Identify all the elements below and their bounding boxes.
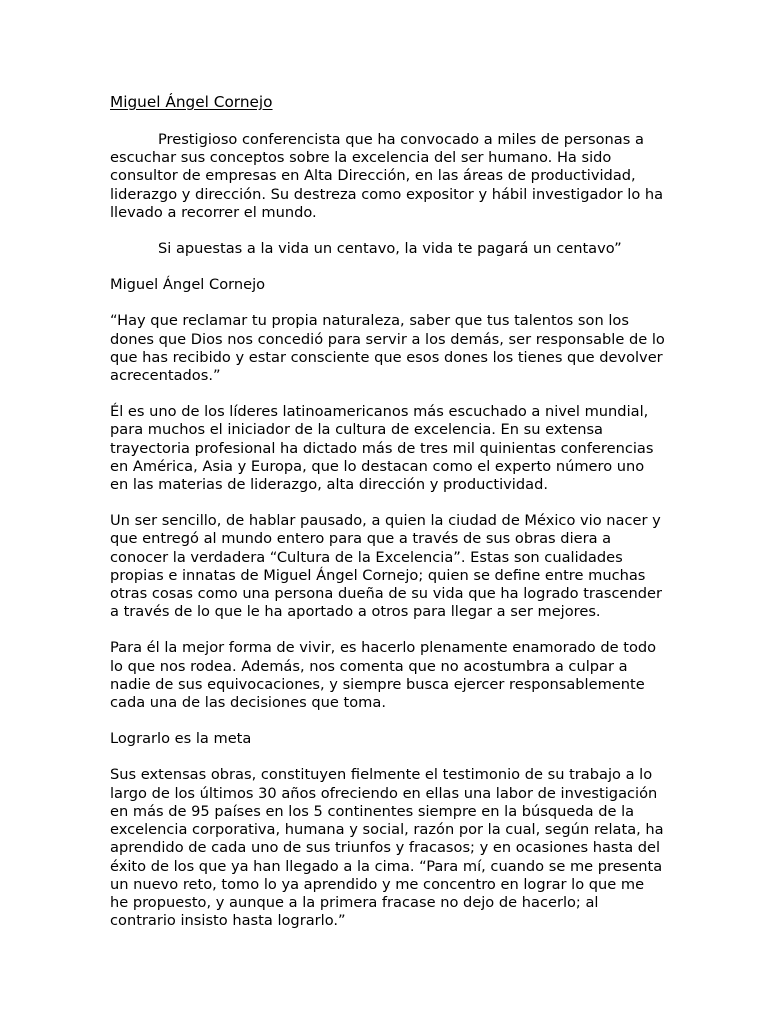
document-title: Miguel Ángel Cornejo bbox=[110, 93, 273, 111]
paragraph-forma-de-vivir: Para él la mejor forma de vivir, es hacerlo plenamente enamorado de todo lo que nos rodea. Además, nos comenta que no acostumbra a culpar a nadie de sus equivocaciones, y siempre busca ejercer responsablemente cada una de las decisiones que toma. bbox=[110, 639, 657, 712]
paragraph-intro: Prestigioso conferencista que ha convocado a miles de personas a escuchar sus conceptos sobre la excelencia del ser humano. Ha sido consultor de empresas en Alta Dirección, en las áreas de productividad, liderazgo y dirección. Su destreza como expositor y hábil investigador lo ha llevado a recorrer el mundo. bbox=[110, 131, 664, 221]
paragraph-quote-naturaleza: “Hay que reclamar tu propia naturaleza, saber que tus talentos son los dones que Dios nos concedió para servir a los demás, ser responsable de lo que has recibido y estar consciente que esos dones los tienes que devolver acrecentados.” bbox=[110, 312, 665, 385]
paragraph-quote-centavo: Si apuestas a la vida un centavo, la vida te pagará un centavo” bbox=[158, 240, 622, 258]
paragraph-ser-sencillo: Un ser sencillo, de hablar pausado, a quien la ciudad de México vio nacer y que entregó al mundo entero para que a través de sus obras diera a conocer la verdadera “Cultura de la Excelencia”. Estas son cualidades propias e innatas de Miguel Ángel Cornejo; quien se define entre muchas otras cosas como una persona dueña de su vida que ha logrado trascender a través de lo que le ha aportado a otros para llegar a ser mejores. bbox=[110, 512, 662, 621]
paragraph-obras: Sus extensas obras, constituyen fielmente el testimonio de su trabajo a lo largo de los últimos 30 años ofreciendo en ellas una labor de investigación en más de 95 países en los 5 continentes siempre en la búsqueda de la excelencia corporativa, humana y social, razón por la cual, según relata, ha aprendido de cada uno de sus triunfos y fracasos; y en ocasiones hasta del éxito de los que ya han llegado a la cima. “Para mí, cuando se me presenta un nuevo reto, tomo lo ya aprendido y me concentro en lograr lo que me he propuesto, y aunque a la primera fracase no dejo de hacerlo; al contrario insisto hasta lograrlo.” bbox=[110, 766, 664, 930]
paragraph-attribution: Miguel Ángel Cornejo bbox=[110, 276, 266, 294]
document-page bbox=[110, 92, 665, 930]
paragraph-lider: Él es uno de los líderes latinoamericanos más escuchado a nivel mundial, para muchos el iniciador de la cultura de excelencia. En su extensa trayectoria profesional ha dictado más de tres mil quinientas conferencias en América, Asia y Europa, que lo destacan como el experto número uno en las materias de liderazgo, alta dirección y productividad. bbox=[110, 403, 654, 494]
section-heading-lograrlo: Lograrlo es la meta bbox=[110, 730, 252, 748]
